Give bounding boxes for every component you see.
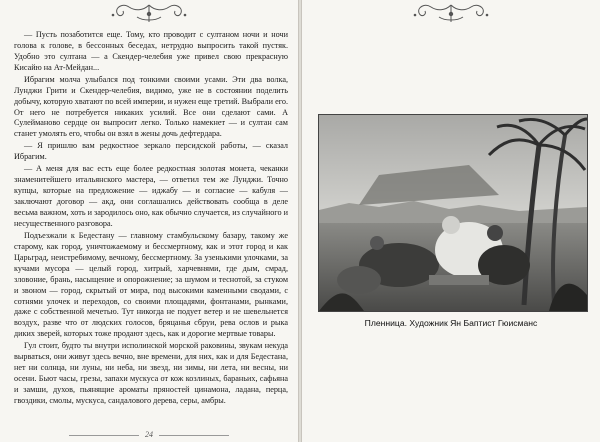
left-page — [0, 0, 298, 442]
paragraph: Подъезжали к Бедестану — главному стамбульскому базару, такому же старому, как город, уничтожаемому и бессмертному, как и этот город и как Царьград, неистребимому, вечному, бессмертному. За узенькими улочками, за кучами мусора — целый город, хитрый, харчевнями, где дым, смрад, зловоние, брань, насыщение и опорожнение; за шумом и теснотой, за стуком и звоном — город, скрытый от мира, под высокими каменными сводами, с сотнями улочек и переходов, со своими площадями, фонтанами, рынками, даже с собственной мечетью. Тут никогда не подует ветер и не шевельнется воздух, разве что от людских голосов, бряцанья сбруи, рева ослов и рыка диких зверей, которых тоже продают здесь, как и дорогие мертвые товары. — [14, 231, 288, 339]
right-page — [302, 0, 600, 442]
paragraph: — Пусть позаботится еще. Тому, кто проводит с султаном ночи и ночи голова к голове, в бессонных беседах, нетрудно выпросить такой пустяк. Удобно это султана — а Скендер-челебия уже привел свою прекрасную Кисайю на Ат-Мейдан... — [14, 30, 288, 72]
page-number: 24 — [145, 430, 153, 439]
paragraph: — А меня для вас есть еще более редкостная золотая монета, чеканки знаменитейшего итальянского мастера, — ответил тем же Лунджи. Точно купцы, которые на предложение — иджабу — и согласие — кабуля — заключают договор — акд, они соглашались действовать сообща в деле весьма важном, хоть и зародилось оно, как обычно случается, из случайного и несущественного разговора. — [14, 164, 288, 228]
painting-image — [319, 115, 587, 311]
paragraph: — Я пришлю вам редкостное зеркало персидской работы, — сказал Ибрагим. — [14, 141, 288, 162]
footer-rule — [69, 435, 139, 436]
paragraph: Гул стоит, будто ты внутри исполинской морской раковины, звукам некуда вырваться, они живут здесь вечно, вне времени, для них, как и для Бедестана, нет ни солнца, ни луны, ни неба, ни звезд, ни зимы, ни лета, ни весны, ни осени. Бьют часы, грезы, запахи мускуса от кож козлиных, бараньих, сафьяна и замши, духов, пьянящие ароматы пряностей цинамона, ладана, перца, гвоздики, смолы, мускуса, сандалового дерева, серы, амбры. — [14, 341, 288, 405]
page-footer — [0, 430, 298, 439]
body-text — [14, 30, 288, 408]
ornament-icon — [107, 3, 191, 25]
illustration-caption: Пленница. Художник Ян Баптист Гюисманс — [364, 318, 538, 328]
ornament-icon — [409, 3, 493, 25]
painting-illustration — [318, 114, 588, 312]
paragraph: Ибрагим молча улыбался под тонкими своими усами. Эти два волка, Лунджи Грити и Скендер-челебия, видимо, уже не в состоянии поделить добычу, которую хватают по всей империи, и нужен еще третий. Выбрали его. От него не потребуется никаких усилий. Все они сделают сами. А Сулейманово сердце он выпросит легко. Только намекнет — и султан сам станет умолять его, чтобы он взял в жены дочь дефтердара. — [14, 74, 288, 139]
footer-rule — [159, 435, 229, 436]
